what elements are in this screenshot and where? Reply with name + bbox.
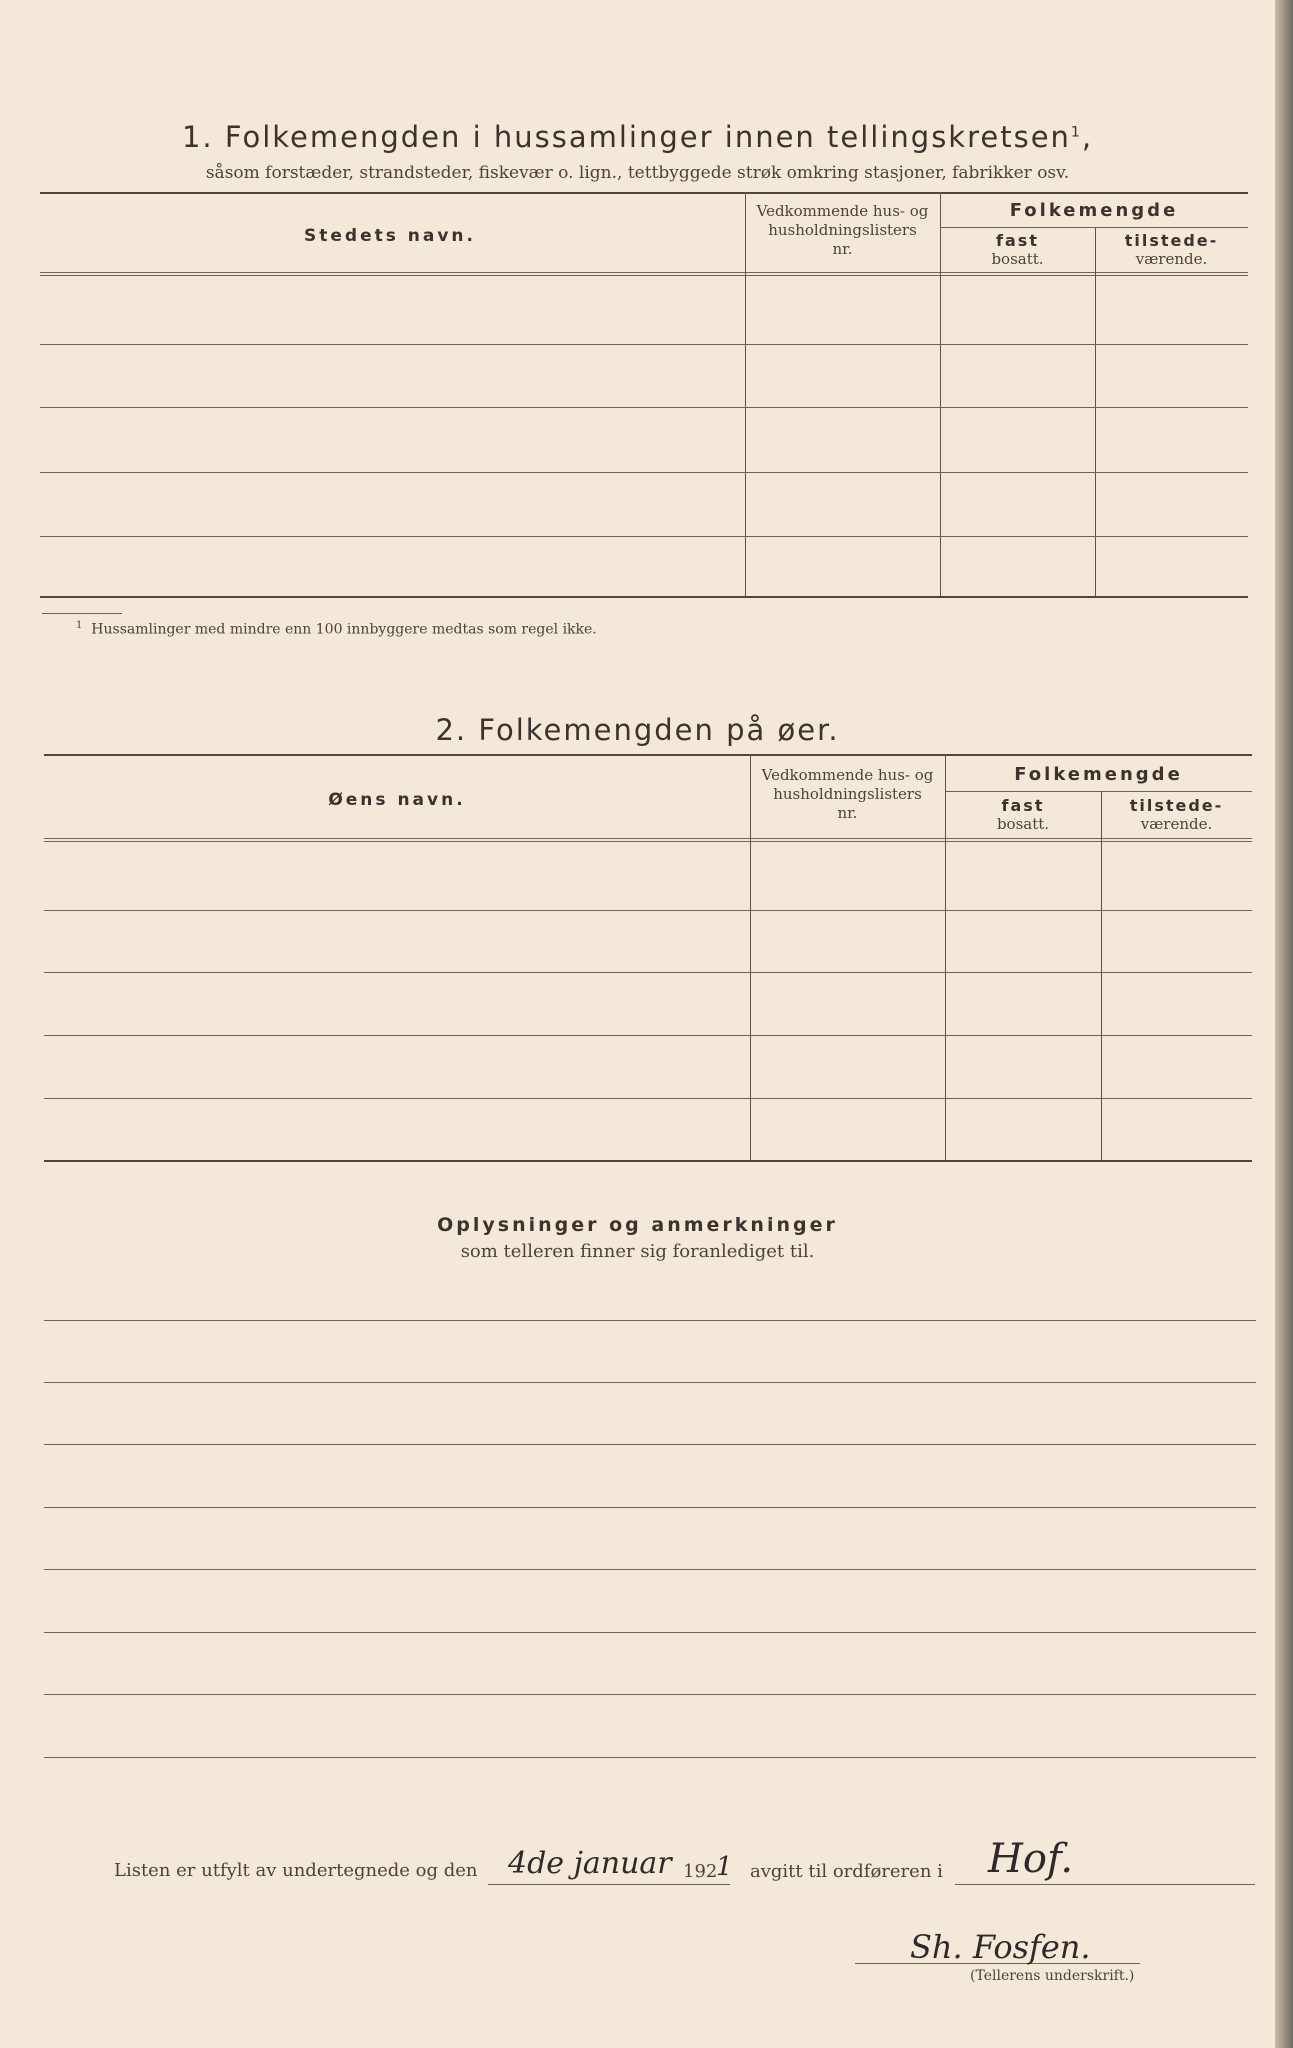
section1-row-line	[40, 407, 1248, 408]
section1-col-fast-header	[940, 232, 1095, 268]
section1-col-tilst-header	[1095, 232, 1248, 268]
remarks-line	[44, 1444, 1256, 1445]
section2-col-tilst-line1: tilstede-	[1129, 796, 1224, 815]
section2-col-list-line3: nr.	[837, 804, 858, 822]
section1-title	[0, 120, 1275, 154]
section2-row-line	[44, 1098, 1252, 1099]
section2-pop-divider	[945, 791, 1252, 792]
section1-top-rule	[40, 192, 1248, 194]
section1-col-tilst-line1: tilstede-	[1124, 231, 1219, 250]
section1-header-rule	[40, 272, 1248, 273]
section1-col-fast-line1: fast	[996, 231, 1039, 250]
section1-subtitle: såsom forstæder, strandsteder, fiskevær o. lign., tettbyggede strøk omkring stasjoner, fabrikker osv.	[205, 163, 1070, 183]
section2-row-line	[44, 972, 1252, 973]
section2-col-divider-2	[945, 754, 946, 1160]
section2-col-divider-1	[750, 754, 751, 1160]
section1-footnote	[76, 620, 597, 638]
section2-col-list-line1: Vedkommende hus- og	[761, 766, 934, 784]
section1-row-line	[40, 472, 1248, 473]
section2-top-rule	[44, 754, 1252, 756]
section2-col-name-header: Øens navn.	[328, 790, 466, 810]
signature-text-1: Listen er utfylt av undertegnede og den	[114, 1860, 478, 1881]
section2-col-list-line2: husholdningslisters	[773, 785, 922, 803]
footnote-mark: 1	[76, 620, 83, 631]
section1-pop-divider	[940, 227, 1248, 228]
remarks-line	[44, 1382, 1256, 1383]
remarks-line	[44, 1757, 1256, 1758]
handwritten-signature: Sh. Fosfen.	[910, 1928, 1091, 1966]
section2-col-tilst-header	[1101, 797, 1252, 833]
section1-col-list-line1: Vedkommende hus- og	[756, 202, 929, 220]
remarks-line	[44, 1632, 1256, 1633]
section1-col-fast-line2: bosatt.	[991, 250, 1044, 268]
section1-row-line	[40, 344, 1248, 345]
handwritten-year-digit: 1	[716, 1852, 733, 1882]
section2-title: 2. Folkemengden på øer.	[435, 713, 840, 747]
section2-row-line	[44, 910, 1252, 911]
section1-title-comma: ,	[1081, 120, 1094, 154]
section2-col-divider-3	[1101, 791, 1102, 1160]
signature-caption: (Tellerens underskrift.)	[970, 1968, 1135, 1984]
handwritten-place: Hof.	[988, 1836, 1074, 1882]
section2-col-fast-line2: bosatt.	[996, 815, 1050, 833]
handwritten-date: 4de januar	[508, 1846, 672, 1881]
remarks-line	[44, 1694, 1256, 1695]
remarks-line	[44, 1569, 1256, 1570]
section1-title-footnote-mark: 1	[1070, 124, 1082, 141]
section1-row-line	[40, 536, 1248, 537]
footnote-rule	[42, 613, 122, 614]
section2-col-fast-header	[945, 797, 1101, 833]
section2-header-rule-2	[44, 841, 1252, 842]
section2-bottom-rule	[44, 1160, 1252, 1162]
section2-col-pop-header: Folkemengde	[1014, 764, 1183, 785]
place-blank-line	[955, 1884, 1255, 1885]
section2-row-line	[44, 1035, 1252, 1036]
remarks-line	[44, 1507, 1256, 1508]
section2-header-rule	[44, 838, 1252, 839]
section1-col-pop-header: Folkemengde	[1009, 200, 1179, 221]
remarks-subtitle: som telleren finner sig foranlediget til.	[460, 1241, 815, 1262]
section2-col-tilst-line2: værende.	[1140, 815, 1213, 833]
section1-title-text: 1. Folkemengden i hussamlinger innen tellingskretsen	[181, 120, 1071, 154]
section1-col-list-line2: husholdningslisters	[768, 221, 917, 239]
section1-col-list-header	[745, 202, 940, 259]
remarks-title: Oplysninger og anmerkninger	[437, 1214, 838, 1236]
section1-col-tilst-line2: værende.	[1135, 250, 1208, 268]
remarks-line	[44, 1320, 1256, 1321]
date-blank-line	[488, 1884, 730, 1885]
section1-bottom-rule	[40, 596, 1248, 598]
year-prefix: 192	[683, 1861, 718, 1882]
section2-col-fast-line1: fast	[1001, 796, 1045, 815]
section1-col-name-header: Stedets navn.	[304, 226, 476, 246]
footnote-text: Hussamlinger med mindre enn 100 innbyggere medtas som regel ikke.	[91, 621, 597, 638]
section1-col-list-line3: nr.	[832, 240, 853, 258]
section1-header-rule-2	[40, 275, 1248, 276]
signature-text-2: avgitt til ordføreren i	[750, 1861, 943, 1882]
section1-col-divider-3	[1095, 227, 1096, 596]
scan-edge	[1275, 0, 1293, 2048]
section2-col-list-header	[750, 766, 945, 823]
